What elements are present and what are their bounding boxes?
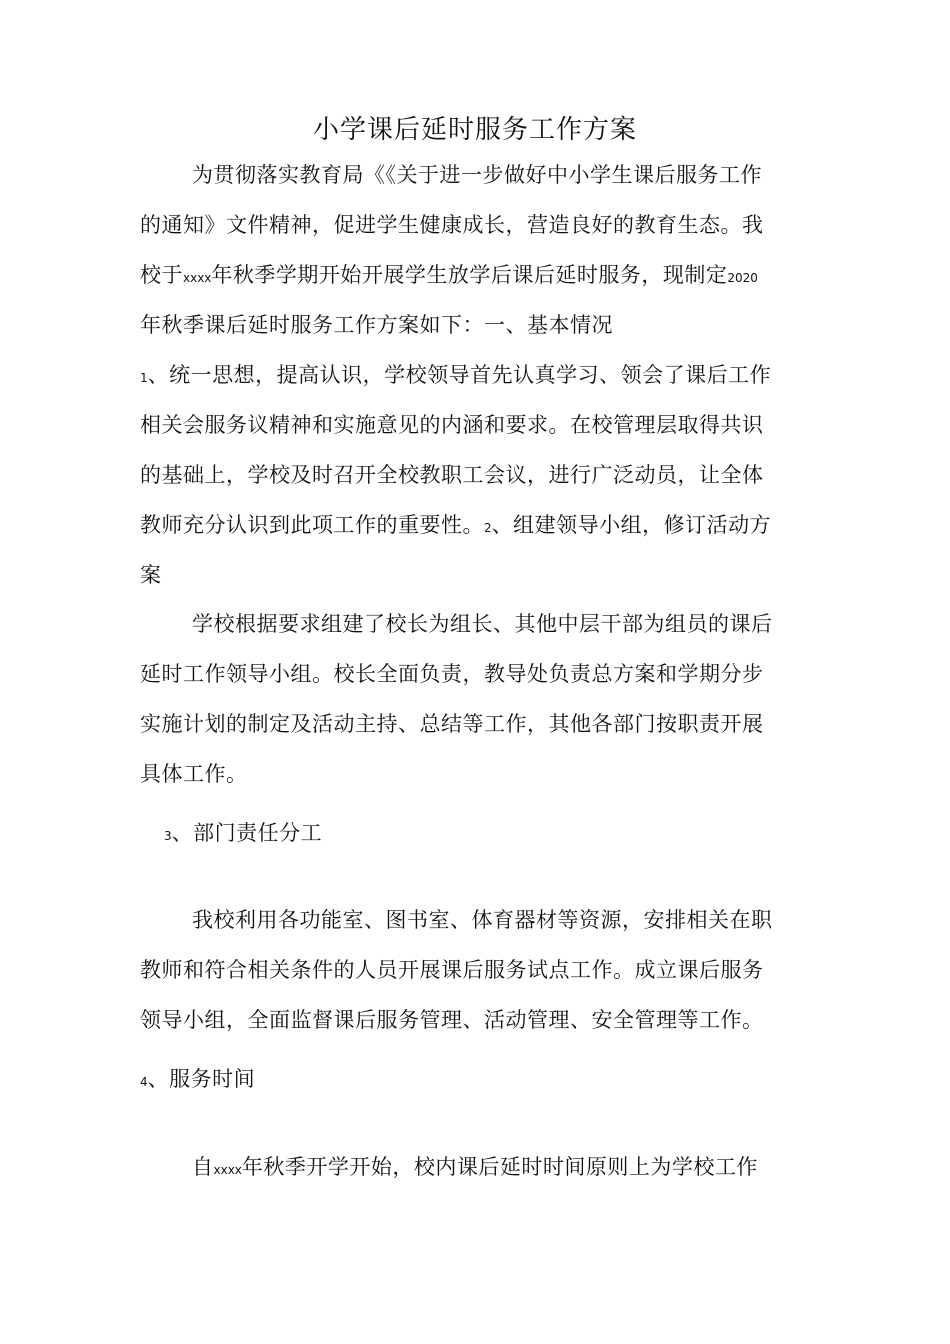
section-heading: 4、服务时间 (140, 1067, 256, 1091)
paragraph-line: 具体工作。 (140, 762, 248, 786)
paragraph-line: 相关会服务议精神和实施意见的内涵和要求。在校管理层取得共识 (140, 413, 764, 437)
paragraph-line: 自xxxx年秋季开学开始，校内课后延时时间原则上为学校工作 (192, 1155, 758, 1179)
paragraph-line: 我校利用各功能室、图书室、体育器材等资源，安排相关在职 (192, 908, 773, 932)
paragraph-line: 学校根据要求组建了校长为组长、其他中层干部为组员的课后 (192, 612, 773, 636)
paragraph-line: 1、统一思想，提高认识，学校领导首先认真学习、领会了课后工作 (140, 363, 772, 387)
paragraph-line: 延时工作领导小组。校长全面负责，教导处负责总方案和学期分步 (140, 662, 764, 686)
paragraph-line: 案 (140, 563, 162, 587)
paragraph-line: 年秋季课后延时服务工作方案如下：一、基本情况 (140, 313, 613, 337)
paragraph-line: 校于xxxx年秋季学期开始开展学生放学后课后延时服务，现制定2020 (140, 263, 758, 287)
paragraph-line: 的通知》文件精神，促进学生健康成长，营造良好的教育生态。我 (140, 213, 764, 237)
paragraph-line: 的基础上，学校及时召开全校教职工会议，进行广泛动员，让全体 (140, 463, 764, 487)
paragraph-line: 为贯彻落实教育局《《关于进一步做好中小学生课后服务工作 (192, 163, 762, 187)
paragraph-line: 领导小组，全面监督课后服务管理、活动管理、安全管理等工作。 (140, 1008, 764, 1032)
paragraph-line: 实施计划的制定及活动主持、总结等工作，其他各部门按职责开展 (140, 712, 764, 736)
paragraph-line: 教师充分认识到此项工作的重要性。2、组建领导小组，修订活动方 (140, 513, 772, 537)
document-title: 小学课后延时服务工作方案 (312, 115, 637, 145)
section-heading: 3、部门责任分工 (164, 821, 323, 845)
paragraph-line: 教师和符合相关条件的人员开展课后服务试点工作。成立课后服务 (140, 958, 764, 982)
